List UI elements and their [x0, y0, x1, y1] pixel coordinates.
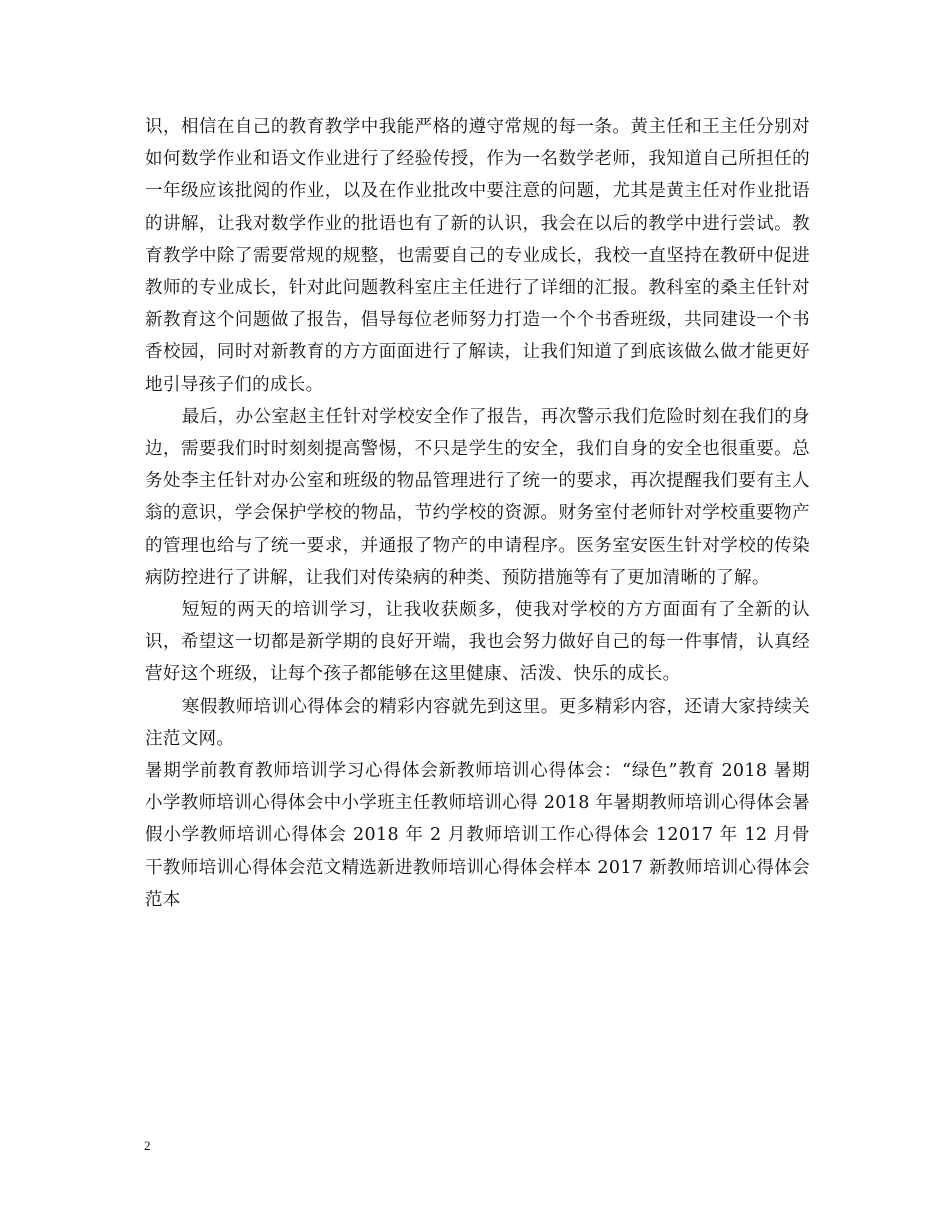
related-articles: 暑期学前教育教师培训学习心得体会新教师培训心得体会：“绿色”教育 2018 暑期小学教师培训心得体会中小学班主任教师培训心得 2018 年暑期教师培训心得体会暑假小学教师培训心得体会 2018 年 2 月教师培训工作心得体会 12017 年 12 月骨干教师培训心得体会范文精选新进教师培训心得体会样本 2017 新教师培训心得体会范本: [145, 761, 810, 910]
paragraph-3: 短短的两天的培训学习，让我收获颇多，使我对学校的方方面面有了全新的认识，希望这一切都是新学期的良好开端，我也会努力做好自己的每一件事情，认真经营好这个班级，让每个孩子都能够在这里健康、活泼、快乐的成长。: [145, 600, 810, 685]
paragraph-4: 寒假教师培训心得体会的精彩内容就先到这里。更多精彩内容，还请大家持续关注范文网。: [145, 696, 810, 749]
body-text: [145, 111, 810, 916]
paragraph-1: 识，相信在自己的教育教学中我能严格的遵守常规的每一条。黄主任和王主任分别对如何数学作业和语文作业进行了经验传授，作为一名数学老师，我知道自己所担任的一年级应该批阅的作业，以及在作业批改中要注意的问题，尤其是黄主任对作业批语的讲解，让我对数学作业的批语也有了新的认识，我会在以后的教学中进行尝试。教育教学中除了需要常规的规整，也需要自己的专业成长，我校一直坚持在教研中促进教师的专业成长，针对此问题教科室庄主任进行了详细的汇报。教科室的桑主任针对新教育这个问题做了报告，倡导每位老师努力打造一个个书香班级，共同建设一个书香校园，同时对新教育的方方面面进行了解读，让我们知道了到底该做么做才能更好地引导孩子们的成长。: [145, 117, 810, 395]
page-number: 2: [144, 1138, 151, 1153]
paragraph-2: 最后，办公室赵主任针对学校安全作了报告，再次警示我们危险时刻在我们的身边，需要我们时时刻刻提高警惕，不只是学生的安全，我们自身的安全也很重要。总务处李主任针对办公室和班级的物品管理进行了统一的要求，再次提醒我们要有主人翁的意识，学会保护学校的物品，节约学校的资源。财务室付老师针对学校重要物产的管理也给与了统一要求，并通报了物产的申请程序。医务室安医生针对学校的传染病防控进行了讲解，让我们对传染病的种类、预防措施等有了更加清晰的了解。: [145, 406, 810, 588]
